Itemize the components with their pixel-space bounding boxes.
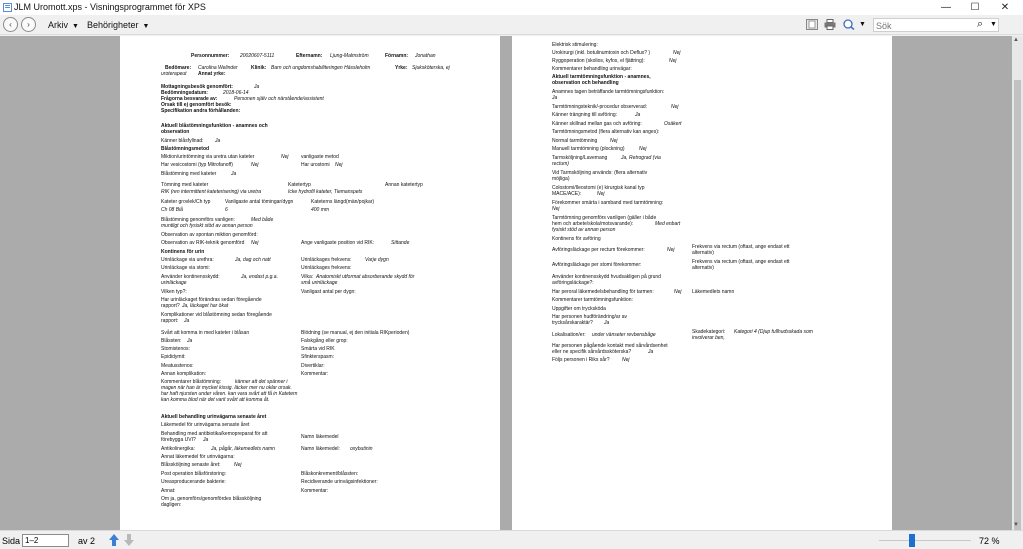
label-urinlackage-frekvens-2: Urinläckages frekvens: xyxy=(301,265,352,271)
menu-behorigheter-label: Behörigheter xyxy=(87,20,139,30)
value-smarta-tarmtomning: Nej xyxy=(552,206,560,212)
label-sfinkterspasm: Sfinkterspasm: xyxy=(301,354,335,360)
value-manuell-tarmtomning: Nej xyxy=(639,146,647,152)
label-komplikationer: Komplikationer vid blåstömning sedan föregående xyxy=(161,312,272,318)
label-colostomi: Colostomi/Ileostomi (e) kirurgisk kanal typ xyxy=(552,185,645,191)
label-smarta-tarmtomning: Förekommer smärta i samband med tarmtömning: xyxy=(552,200,664,206)
value-miktion: Nej xyxy=(281,154,289,160)
value-personnummer: 20020607-5111 xyxy=(240,53,275,59)
value-komplikationer: Ja xyxy=(184,318,190,324)
label-elektrisk-stimulering: Elektrisk stimulering: xyxy=(552,42,598,48)
label-annat-yrke: Annat yrke: xyxy=(198,71,226,77)
label-annat: Annat: xyxy=(161,488,176,494)
value-kontinensskydd: Ja, endast p.g.a. xyxy=(241,274,278,280)
label-kommentarer-blastomning: Kommentarer blåstömning: xyxy=(161,379,222,385)
value-kateter: Ja xyxy=(231,171,237,177)
search-icon[interactable]: ⌕ xyxy=(977,18,984,30)
label-skillnad: Känner skillnad mellan gas och avföring: xyxy=(552,121,642,127)
label-annat-lakemedel: Annat läkemedel för urinvägarna: xyxy=(161,454,235,460)
label-efternamn: Efternamn: xyxy=(296,53,323,59)
label-langd: Kateterns längd(män/pojkar) xyxy=(311,199,375,205)
zoom-dropdown-arrow[interactable]: ▼ xyxy=(859,21,866,28)
label-antikolinergika: Antikolinergika: xyxy=(161,446,195,452)
value-langd: 400 mm xyxy=(311,207,330,213)
value-blasfyllnad: Ja xyxy=(215,138,221,144)
menu-arkiv[interactable] xyxy=(48,20,79,30)
label-vilken-typ: Vilken typ?: xyxy=(161,289,187,295)
value-bedomare: Carolina Welinder xyxy=(198,65,238,71)
label-blassten: Blåssten: xyxy=(161,338,182,344)
value-urokirurgi: Nej xyxy=(673,50,681,56)
label-kommentar-2: Kommentar: xyxy=(301,488,329,494)
label-klinik: Klinik: xyxy=(251,65,267,71)
label-skadekategori: Skadekategori: xyxy=(692,329,726,335)
label-kontinensskydd: Använder kontinensskydd: xyxy=(161,274,220,280)
label-om-ja: Om ja, genomförs/genomfördes blåssköljning xyxy=(161,496,262,502)
label-miktion: Miktion/urintömning via uretra utan kateter xyxy=(161,154,255,160)
label-hudforandring-2: trycksårskaraktär? xyxy=(552,320,593,326)
scrollbar-thumb[interactable] xyxy=(1014,80,1021,530)
label-manuell-tarmtomning: Manuell tarmtömning (plockning) xyxy=(552,146,625,152)
title-bar xyxy=(0,0,1023,15)
label-urinlackage-frekvens: Urinläckages frekvens: xyxy=(301,257,352,263)
value-mottagningsbesok: Ja xyxy=(254,84,260,90)
previous-page-icon[interactable] xyxy=(109,534,119,546)
search-options-arrow[interactable]: ▼ xyxy=(990,21,997,28)
label-fragor: Frågorna besvarade av: xyxy=(161,96,218,102)
value-anamnes: Ja xyxy=(552,95,558,101)
section-heading-blastomning: Aktuell blåstömningsfunktion - anamnes och xyxy=(161,123,268,129)
label-blasfyllnad: Känner blåsfyllnad: xyxy=(161,138,204,144)
label-lakemedlets-namn: Läkemedlets namn xyxy=(692,289,735,295)
label-genomfors: Blåstömning genomförs vanligen: xyxy=(161,217,235,223)
value-grovlek: Ch 08 Biå xyxy=(161,207,183,213)
label-yrke: Yrke: xyxy=(395,65,408,71)
label-lokalisation: Lokalisation/er: xyxy=(552,332,586,338)
label-forandras: Har urinläckaget förändras sedan föregående xyxy=(161,297,262,303)
value-blasskoljning: Nej xyxy=(234,462,242,468)
value-rik: RIK (ren intermittent kateterisering) via uretra xyxy=(161,189,262,195)
value-yrke-2: uroterapeut xyxy=(161,71,187,77)
label-obs-rik: Observation av RIK-teknik genomförd xyxy=(161,240,245,246)
label-frekvens-rectum: Frekvens via rectum (oftast, ange endast ett xyxy=(692,244,790,250)
label-fornamn: Förnamn: xyxy=(385,53,409,59)
close-button[interactable]: ✕ xyxy=(1000,2,1010,13)
section-heading-behandling-urinvagar: Aktuell behandling urinvägarna senaste året xyxy=(161,414,267,420)
value-klinik: Barn och ungdomshabiliteringen Hässleholm xyxy=(271,65,371,71)
page-count: av 2 xyxy=(78,536,96,546)
menu-arkiv-label: Arkiv xyxy=(48,20,68,30)
chevron-down-icon: ▼ xyxy=(72,23,79,30)
value-fragor: Personen själv och närstående/assistent xyxy=(234,96,324,102)
label-bedomare: Bedömare: xyxy=(165,65,192,71)
label-mottagningsbesok: Mottagningsbesök genomfört: xyxy=(161,84,233,90)
label-vid-tarmskoljning-2: möjliga) xyxy=(552,176,570,182)
print-icon[interactable] xyxy=(824,19,836,30)
minimize-button[interactable]: — xyxy=(941,2,951,13)
label-svart-kateter: Svårt att komma in med kateter i blåsan xyxy=(161,330,250,336)
value-avforingslackage-rectum: Nej xyxy=(667,247,675,253)
value-urinlackage: Ja, dag och natt xyxy=(235,257,271,263)
back-button[interactable]: ‹ xyxy=(3,17,18,32)
value-vilka-2: små urinläckage xyxy=(301,280,338,286)
scroll-down-icon[interactable]: ▼ xyxy=(1013,522,1019,528)
scroll-up-icon[interactable]: ▲ xyxy=(1013,37,1019,43)
label-katetertyp: Katetertyp xyxy=(288,182,311,188)
value-normal-tarmtomning: Nej xyxy=(610,138,618,144)
value-lavemang: Ja, Retrograd (via xyxy=(621,155,661,161)
value-skadekategori: Kategori 4 (Djup fullhudsskada som xyxy=(734,329,813,335)
label-urinlackage: Urinläckage via urethra: xyxy=(161,257,214,263)
value-bedomningsdatum: 2018-06-14 xyxy=(223,90,249,96)
document-page-1 xyxy=(120,36,500,530)
label-vesicostomi: Har vesicostomi (typ Mitrofanoff) xyxy=(161,162,233,168)
vertical-scrollbar[interactable] xyxy=(1012,36,1023,530)
chevron-down-icon: ▼ xyxy=(142,23,150,30)
label-riks-sar: Följs personen i Riks sår? xyxy=(552,357,610,363)
menu-behorigheter[interactable] xyxy=(87,20,149,30)
label-vanligaste-antal: Vanligaste antal tömingar/dygn xyxy=(225,199,294,205)
label-frekvens-rectum-b-2: alternativ) xyxy=(692,265,714,271)
value-tarm-genomfors-2: fysiskt stöd av annan person xyxy=(552,227,616,233)
label-tarmtomningsteknik: Tarmtömningsteknik/-procedur observerad: xyxy=(552,104,648,110)
value-colostomi: Nej xyxy=(597,191,605,197)
label-frekvens-rectum-2: alternativ) xyxy=(692,250,714,256)
window-title: JLM Uromott.xps - Visningsprogrammet för XPS xyxy=(14,2,206,12)
label-lavemang: Tarmsköljning/Lavemang xyxy=(552,155,608,161)
label-smarta-rik: Smärta vid RIK xyxy=(301,346,335,352)
label-blaskonkrement: Blåskonkrement/blåssten: xyxy=(301,471,359,477)
value-yrke: Sjuksköterska, ej xyxy=(412,65,450,71)
value-kontinensskydd-2: urinläckage xyxy=(161,280,187,286)
label-position-rik: Ange vanligaste position vid RIK: xyxy=(301,240,375,246)
label-tarm-genomfors: Tarmtömning genomförs vanligen (gäller i både xyxy=(552,215,657,221)
section-heading-tarmtomning-2: observation och behandling xyxy=(552,80,619,86)
maximize-button[interactable]: ☐ xyxy=(970,2,980,13)
single-page-view-icon[interactable] xyxy=(806,19,818,30)
value-namn-lakemedel-2: oxybutinin xyxy=(350,446,373,452)
label-ureasproducerande: Ureasproducerande bakterie: xyxy=(161,479,226,485)
label-kommentarer-tarm: Kommentarer tarmtömningsfunktion: xyxy=(552,297,633,303)
value-trangning: Ja xyxy=(635,112,641,118)
status-bar xyxy=(0,530,1023,549)
value-lavemang-2: rectum) xyxy=(552,161,569,167)
label-avforingslackage-stomi: Avföringsläckage per stomi förekommer: xyxy=(552,262,642,268)
label-kontinens-avforing: Kontinens för avföring xyxy=(552,236,601,242)
label-annan-katetertyp: Annan katetertyp xyxy=(385,182,423,188)
label-forandras-2: rapport? xyxy=(161,303,180,309)
label-anamnes: Anamnes tagen beträffande tarmtömningsfunktion: xyxy=(552,89,665,95)
value-tarmtomningsteknik: Nej xyxy=(671,104,679,110)
label-tarm-genomfors-2: hem och arbete/skola/motsvarande): xyxy=(552,221,634,227)
next-page-icon[interactable] xyxy=(124,534,134,546)
label-avforingslackage-rectum: Avföringsläckage per rectum förekommer: xyxy=(552,247,645,253)
forward-button[interactable]: › xyxy=(21,17,36,32)
label-kontinensskydd-avforing-2: avföringsläckage?: xyxy=(552,280,594,286)
label-recidiverande: Recidiverande urinvägsinfektioner: xyxy=(301,479,378,485)
label-kommentarer-urinvagar: Kommentarer behandling urinvägar: xyxy=(552,66,632,72)
label-orsak: Orsak till ej genomfört besök: xyxy=(161,102,232,108)
label-frekvens-rectum-b: Frekvens via rectum (oftast, ange endast ett xyxy=(692,259,790,265)
value-genomfors: Med både xyxy=(251,217,274,223)
label-bedomningsdatum: Bedömningsdatum: xyxy=(161,90,208,96)
label-namn-lakemedel-2: Namn läkemedel: xyxy=(301,446,340,452)
zoom-slider-track[interactable] xyxy=(879,540,971,541)
label-spontan-miktion: Observation av spontan miktion genomförd: xyxy=(161,232,258,238)
menu-bar xyxy=(0,15,1023,35)
label-namn-lakemedel: Namn läkemedel xyxy=(301,434,339,440)
label-falskgang: Falskgång eller grop: xyxy=(301,338,348,344)
value-efternamn: Ljung-Malmström xyxy=(330,53,369,59)
value-urinlackage-frekvens: Varje dygn xyxy=(365,257,389,263)
label-vanligast-antal: Vanligast antal per dygn: xyxy=(301,289,356,295)
label-pagaende-kontakt-2: eller ne specifik sårvårdssköterska? xyxy=(552,349,632,355)
label-divertiklar: Divertiklar: xyxy=(301,363,325,369)
document-viewport[interactable] xyxy=(0,36,1012,530)
value-skillnad: Osäkert xyxy=(664,121,682,127)
label-epididymit: Epididymit: xyxy=(161,354,186,360)
section-heading-tarmtomning: Aktuell tarmtömningsfunktion - anamnes, xyxy=(552,74,651,80)
label-specifikation: Specifikation andra förhållanden: xyxy=(161,108,241,114)
zoom-level: 72 % xyxy=(979,536,1000,546)
label-kontinensskydd-avforing: Använder kontinensskydd hvudsakligen på grund xyxy=(552,274,661,280)
value-lokalisation: under vänseter revbensbåge xyxy=(592,332,656,338)
label-pagaende-kontakt: Har personen pågående kontakt med sårvårdsenhet xyxy=(552,343,668,349)
label-grovlek: Kateter grovlek/Ch typ xyxy=(161,199,211,205)
value-kommentarer-blastomning: känner att det spänner i magen när han är mycket kissig. läcker mer nu oklar orsak. har haft njursten under våren. kan vara svårt att få in Katetern kan komma blod när det varit svårt att komma åt. xyxy=(161,379,298,403)
label-komplikationer-2: rapport: xyxy=(161,318,179,324)
label-uppgifter-tryckskada: Uppgifter om trycksköda xyxy=(552,306,606,312)
label-post-operation: Post operation blåsförstoring: xyxy=(161,471,227,477)
value-riks-sar: Nej xyxy=(622,357,630,363)
label-om-ja-2: dagligen: xyxy=(161,502,182,508)
label-tarmtomningsmetod: Tarmtömningsmetod (flera alternativ kan anges): xyxy=(552,129,660,135)
label-urokirurgi: Urokirurgi (inkl. botulinumtoxin och Deflux? ) xyxy=(552,50,651,56)
value-obs-rik: Nej xyxy=(251,240,259,246)
value-pagaende-kontakt: Ja xyxy=(648,349,654,355)
label-normal-tarmtomning: Normal tarmtömning xyxy=(552,138,598,144)
value-antal: 6 xyxy=(225,207,228,213)
value-vesicostomi: Nej xyxy=(251,162,259,168)
value-urostomi: Nej xyxy=(335,162,343,168)
value-behandling-antibiotika: Ja xyxy=(203,437,209,443)
label-kateter: Blåstömning med kateter xyxy=(161,171,217,177)
value-peroral: Nej xyxy=(674,289,682,295)
value-hudforandring: Ja xyxy=(604,320,610,326)
value-vilka: Anatomiskt utformat absorberande skydd för xyxy=(316,274,415,280)
value-skadekategori-2: involverar ben, xyxy=(692,335,725,341)
label-peroral: Har peroral läkemedelsbehandling för tarmen: xyxy=(552,289,654,295)
label-blastomningsmetod: Blåstömningsmetod xyxy=(161,146,210,152)
value-fornamn: Jonathan xyxy=(415,53,436,59)
label-urostomi: Har urostomi xyxy=(301,162,330,168)
value-katetertyp: Icke hydrofil kateter, Tiemanspets xyxy=(288,189,363,195)
value-tarm-genomfors: Med enbart xyxy=(655,221,681,227)
value-ryggoperation: Nej xyxy=(669,58,677,64)
value-position-rik: Sittande xyxy=(391,240,410,246)
label-vanligaste-metod: vanligaste metod xyxy=(301,154,339,160)
label-ryggoperation: Ryggoperation (skolios, kyfos, el fjättring): xyxy=(552,58,645,64)
label-tomning-kateter: Tömning med kateter xyxy=(161,182,209,188)
label-meatusstenos: Meatusstenos: xyxy=(161,363,194,369)
label-trangning: Känner trängning till avföring: xyxy=(552,112,618,118)
value-blassten: Ja xyxy=(187,338,193,344)
section-heading-kontinens-urin: Kontinens för urin xyxy=(161,249,205,255)
label-annan-komplikation: Annan komplikation: xyxy=(161,371,207,377)
page-number-input[interactable] xyxy=(22,534,69,547)
label-behandling-antibiotika: Behandling med antibiotika/kemopreparat för att xyxy=(161,431,268,437)
label-stomistenos: Stomistenos: xyxy=(161,346,190,352)
label-behandling-antibiotika-2: förebygga UVI? xyxy=(161,437,196,443)
value-genomfors-2: muntligt och fysiskt stöd av annan person xyxy=(161,223,253,229)
section-heading-blastomning-2: observation xyxy=(161,129,190,135)
label-blodning: Blödning (se manual, ej den initiala RIKperioden) xyxy=(301,330,410,336)
xps-app-icon xyxy=(3,3,12,12)
zoom-slider-thumb[interactable] xyxy=(909,534,915,547)
label-urinlackage-stomi: Urinläckage via stomi: xyxy=(161,265,210,271)
zoom-icon[interactable] xyxy=(842,19,856,30)
document-page-2 xyxy=(512,36,892,530)
value-forandras: Ja, läckaget har ökat xyxy=(182,303,229,309)
label-vilka: Vilka: xyxy=(301,274,314,280)
label-personnummer: Personnummer: xyxy=(191,53,230,59)
value-antikolinergika: Ja, pågår, läkemedlets namn xyxy=(211,446,275,452)
label-blasskoljning: Blåssköljning senaste året: xyxy=(161,462,221,468)
label-lakemedel: Läkemedel för urinvägarna senaste året xyxy=(161,422,250,428)
label-colostomi-2: MACE/ACE): xyxy=(552,191,582,197)
label-kommentar: Kommentar: xyxy=(301,371,329,377)
label-vid-tarmskoljning: Vid Tarmsköljning används: (flera alternativ xyxy=(552,170,648,176)
page-label: Sida xyxy=(2,536,21,546)
label-hudforandring: Har personen hudförändring/ar av xyxy=(552,314,628,320)
